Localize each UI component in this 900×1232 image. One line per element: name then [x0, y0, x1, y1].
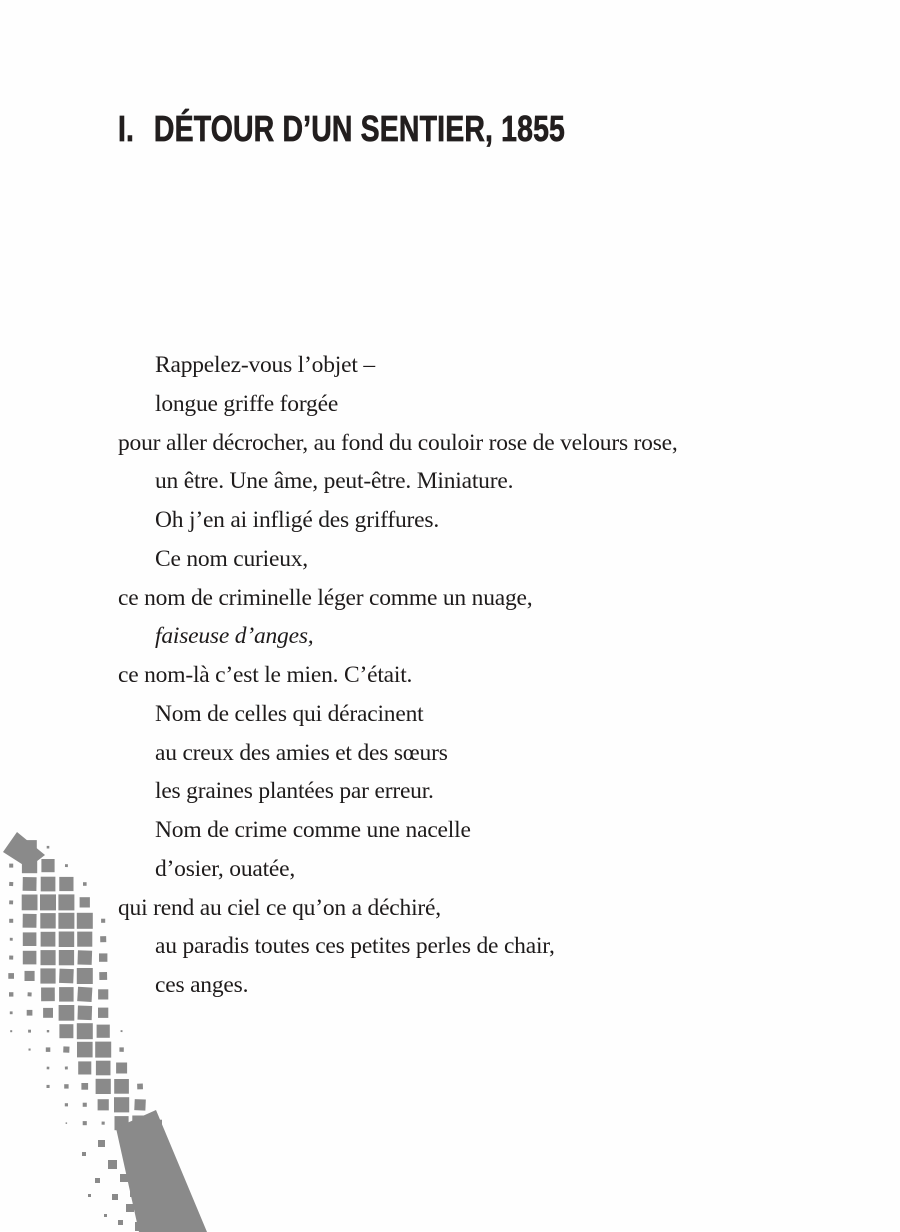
poem-line: Nom de celles qui déracinent	[155, 700, 424, 727]
poem-line: faiseuse d’anges,	[155, 623, 314, 650]
poem-line: ces anges.	[155, 972, 249, 998]
poem-line: Ce nom curieux,	[155, 545, 308, 572]
poem-line: Rappelez-vous l’objet –	[155, 352, 375, 378]
poem-line: qui rend au ciel ce qu’on a déchiré,	[118, 894, 441, 921]
poem-line: ce nom de criminelle léger comme un nuage,	[118, 584, 533, 611]
poem-line: au paradis toutes ces petites perles de chair,	[155, 933, 555, 960]
poem-line: longue griffe forgée	[155, 390, 339, 417]
poem-line: Oh j’en ai infligé des griffures.	[155, 507, 440, 533]
poem-line: un être. Une âme, peut-être. Miniature.	[155, 468, 514, 495]
chapter-number: I.	[118, 108, 135, 149]
poem-line: ce nom-là c’est le mien. C’était.	[118, 662, 413, 688]
poem-line: au creux des amies et des sœurs	[155, 739, 448, 766]
poem-line: les graines plantées par erreur.	[155, 778, 434, 805]
chapter-heading	[118, 108, 565, 150]
chapter-title: DÉTOUR D’UN SENTIER, 1855	[153, 108, 566, 149]
poem-line: pour aller décrocher, au fond du couloir rose de velours rose,	[118, 429, 678, 456]
poem-line: Nom de crime comme une nacelle	[155, 817, 471, 843]
poem-line: d’osier, ouatée,	[155, 855, 296, 882]
poem	[118, 346, 678, 1005]
